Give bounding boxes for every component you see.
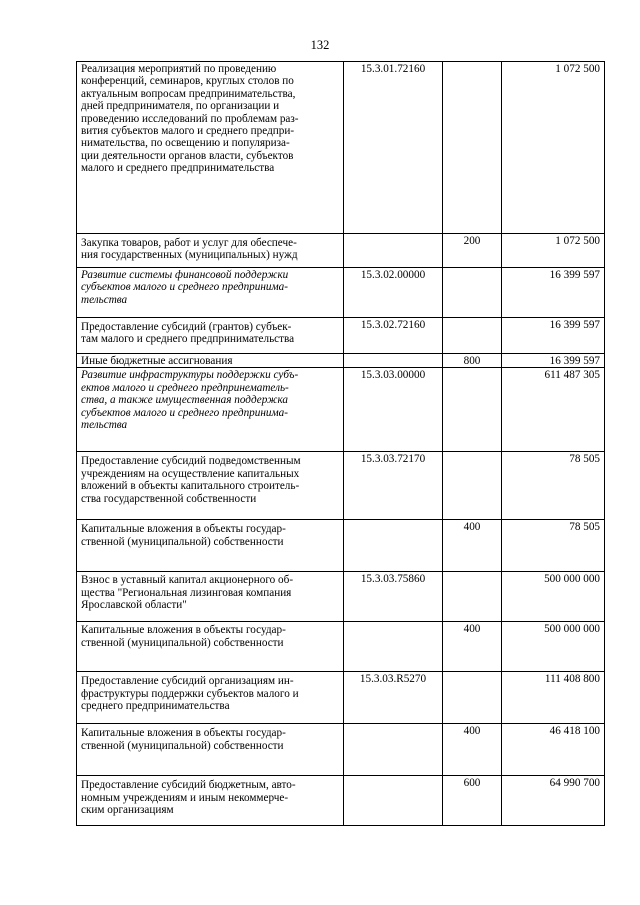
row-name-line: конференций, семинаров, круглых столов по xyxy=(81,75,294,88)
row-name-line: Иные бюджетные ассигнования xyxy=(81,355,233,367)
row-code-cell xyxy=(344,724,443,776)
row-code-cell: 15.3.03.75860 xyxy=(344,572,443,622)
row-name-line: вития субъектов малого и среднего предпри- xyxy=(81,125,295,138)
row-amount-cell: 1 072 500 xyxy=(502,234,605,268)
row-name-line: субъектов малого и среднего предпринима- xyxy=(81,281,288,294)
row-type-cell: 400 xyxy=(443,622,502,672)
row-name-line: Предоставление субсидий подведомственным xyxy=(81,455,301,468)
row-name-cell xyxy=(77,368,344,452)
table-row xyxy=(77,724,605,776)
row-type-cell: 400 xyxy=(443,520,502,572)
row-type-cell xyxy=(443,368,502,452)
row-code-cell xyxy=(344,622,443,672)
row-name-line: Развитие инфраструктуры поддержки субъ- xyxy=(81,369,299,382)
row-code-cell xyxy=(344,354,443,368)
table-row xyxy=(77,62,605,234)
row-name-cell xyxy=(77,622,344,672)
row-name-line: учреждениям на осуществление капитальных xyxy=(81,467,300,480)
row-name-line: Капитальные вложения в объекты государ- xyxy=(81,727,286,740)
row-name-line: ственной (муниципальной) собственности xyxy=(81,636,284,649)
row-name-line: вложений в объекты капитального строитель- xyxy=(81,480,300,493)
row-amount-cell: 1 072 500 xyxy=(502,62,605,234)
row-name-cell xyxy=(77,452,344,520)
row-type-cell xyxy=(443,452,502,520)
page-number: 132 xyxy=(310,38,330,52)
row-amount-cell: 500 000 000 xyxy=(502,572,605,622)
row-amount-cell: 16 399 597 xyxy=(502,318,605,354)
table-row xyxy=(77,368,605,452)
row-name-line: субъектов малого и среднего предпринима- xyxy=(81,406,288,419)
row-amount-cell: 64 990 700 xyxy=(502,776,605,826)
table-row xyxy=(77,354,605,368)
row-type-cell xyxy=(443,62,502,234)
row-name-line: ства, а также имущественная поддержка xyxy=(81,394,288,407)
row-code-cell: 15.3.02.00000 xyxy=(344,268,443,318)
row-code-cell xyxy=(344,520,443,572)
row-name-cell xyxy=(77,724,344,776)
row-name-line: ектов малого и среднего предпринематель- xyxy=(81,381,289,394)
row-name-line: Предоставление субсидий организациям ин- xyxy=(81,675,294,688)
row-name-line: ции деятельности органов власти, субъектов xyxy=(81,149,294,162)
table-row xyxy=(77,452,605,520)
table-row xyxy=(77,572,605,622)
row-type-cell: 600 xyxy=(443,776,502,826)
row-name-line: Предоставление субсидий бюджетным, авто- xyxy=(81,779,296,792)
table-row xyxy=(77,318,605,354)
table-row xyxy=(77,672,605,724)
row-name-line: тельства xyxy=(81,293,128,306)
row-name-cell xyxy=(77,318,344,354)
table-row xyxy=(77,622,605,672)
row-name-line: ственной (муниципальной) собственности xyxy=(81,535,284,548)
row-code-cell: 15.3.01.72160 xyxy=(344,62,443,234)
row-name-line: фраструктуры поддержки субъектов малого и xyxy=(81,687,299,700)
row-name-line: Капитальные вложения в объекты государ- xyxy=(81,624,286,637)
row-name-cell xyxy=(77,234,344,268)
row-name-line: Развитие системы финансовой поддержки xyxy=(81,269,289,281)
row-name-cell xyxy=(77,354,344,368)
row-name-line: номным учреждениям и иным некоммерче- xyxy=(81,791,289,804)
row-name-line: среднего предпринимательства xyxy=(81,700,230,713)
row-name-line: там малого и среднего предпринимательства xyxy=(81,333,295,346)
row-name-cell xyxy=(77,572,344,622)
row-type-cell: 400 xyxy=(443,724,502,776)
row-name-line: тельства xyxy=(81,419,128,432)
row-amount-cell: 611 487 305 xyxy=(502,368,605,452)
row-code-cell: 15.3.02.72160 xyxy=(344,318,443,354)
row-amount-cell: 16 399 597 xyxy=(502,268,605,318)
row-name-cell xyxy=(77,672,344,724)
row-code-cell: 15.3.03.R5270 xyxy=(344,672,443,724)
row-type-cell xyxy=(443,672,502,724)
row-amount-cell: 46 418 100 xyxy=(502,724,605,776)
row-name-line: Предоставление субсидий (грантов) субъек- xyxy=(81,321,292,333)
row-name-line: дней предпринимателя, по организации и xyxy=(81,100,280,113)
row-name-line: ства государственной собственности xyxy=(81,492,257,505)
row-type-cell: 200 xyxy=(443,234,502,268)
row-name-line: щества "Региональная лизинговая компания xyxy=(81,586,292,599)
row-code-cell xyxy=(344,776,443,826)
row-code-cell: 15.3.03.72170 xyxy=(344,452,443,520)
row-amount-cell: 78 505 xyxy=(502,452,605,520)
row-amount-cell: 111 408 800 xyxy=(502,672,605,724)
row-type-cell xyxy=(443,318,502,354)
row-amount-cell: 16 399 597 xyxy=(502,354,605,368)
row-name-line: Реализация мероприятий по проведению xyxy=(81,63,277,75)
table-row xyxy=(77,268,605,318)
row-type-cell: 800 xyxy=(443,354,502,368)
row-name-line: малого и среднего предпринимательства xyxy=(81,162,275,175)
row-name-line: Взнос в уставный капитал акционерного об- xyxy=(81,574,294,587)
row-code-cell: 15.3.03.00000 xyxy=(344,368,443,452)
row-name-line: ния государственных (муниципальных) нужд xyxy=(81,249,298,262)
row-name-line: ственной (муниципальной) собственности xyxy=(81,739,284,752)
table-row xyxy=(77,776,605,826)
row-amount-cell: 500 000 000 xyxy=(502,622,605,672)
row-name-line: ским организациям xyxy=(81,804,174,817)
table-row xyxy=(77,520,605,572)
row-code-cell xyxy=(344,234,443,268)
row-name-line: проведению исследований по проблемам раз- xyxy=(81,112,299,125)
row-type-cell xyxy=(443,268,502,318)
row-amount-cell: 78 505 xyxy=(502,520,605,572)
row-name-cell xyxy=(77,268,344,318)
row-name-line: Ярославской области" xyxy=(81,599,187,612)
table-row xyxy=(77,234,605,268)
row-name-line: Закупка товаров, работ и услуг для обеспече- xyxy=(81,237,297,249)
budget-table xyxy=(76,61,605,826)
row-type-cell xyxy=(443,572,502,622)
row-name-cell xyxy=(77,776,344,826)
row-name-cell xyxy=(77,520,344,572)
row-name-line: актуальным вопросам предпринимательства, xyxy=(81,87,296,100)
row-name-line: Капитальные вложения в объекты государ- xyxy=(81,523,286,536)
row-name-line: нимательства, по освещению и популяриза- xyxy=(81,137,290,150)
row-name-cell xyxy=(77,62,344,234)
